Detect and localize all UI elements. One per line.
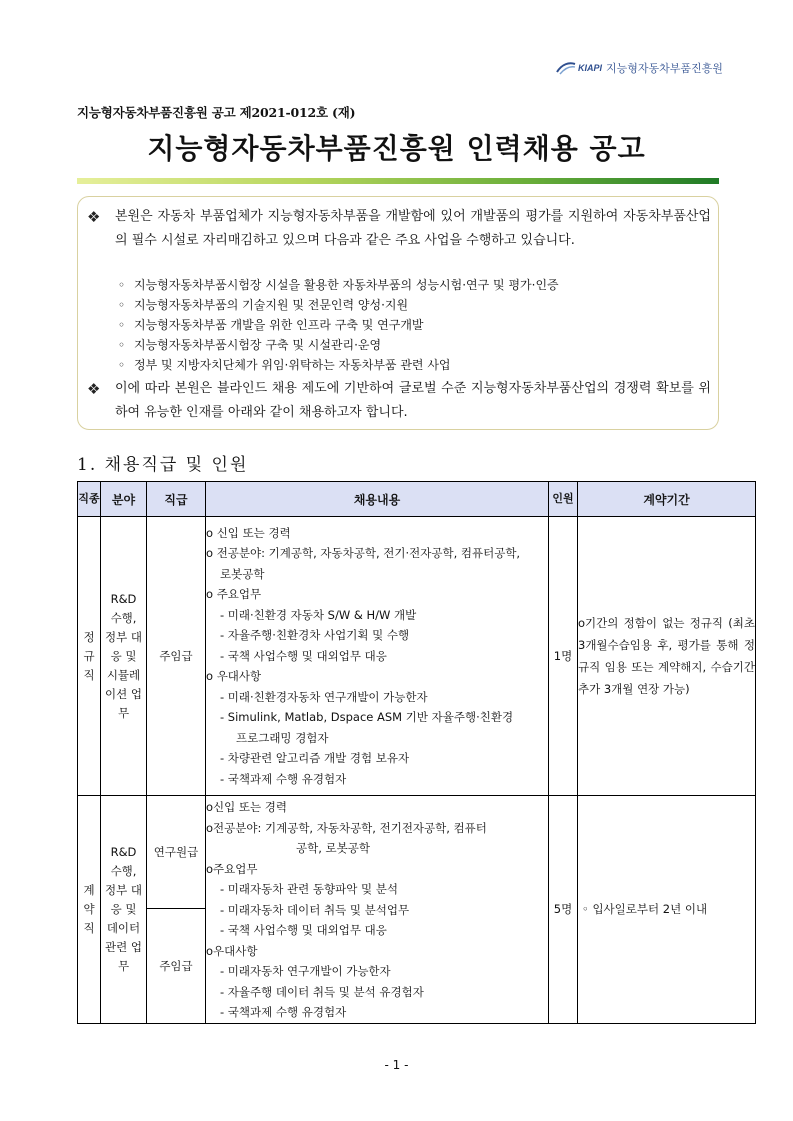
table-row — [78, 796, 756, 909]
page-title: 지능형자동차부품진흥원 인력채용 공고 — [147, 132, 646, 165]
intro-paragraph-1 — [87, 205, 711, 253]
notice-number: 지능형자동차부품진흥원 공고 제2021-012호 (재) — [77, 105, 356, 120]
header-count: 인원 — [549, 482, 578, 517]
list-item: ◦ 지능형자동차부품 개발을 위한 인프라 구축 및 연구개발 — [118, 315, 559, 335]
header-content: 채용내용 — [206, 482, 549, 517]
logo-korean-text: 지능형자동차부품진흥원 — [606, 62, 723, 75]
header-grade: 직급 — [147, 482, 206, 517]
row2-grade-b: 주임급 — [147, 908, 206, 1023]
list-item: ◦ 지능형자동차부품의 기술지원 및 전문인력 양성·지원 — [118, 295, 559, 315]
circle-bullet-icon: ◦ — [118, 278, 126, 292]
circle-bullet-icon: ◦ — [118, 358, 126, 372]
intro-paragraph-1-text: 본원은 자동차 부품업체가 지능형자동차부품을 개발함에 있어 개발품의 평가를 지원하여 자동차부품산업의 필수 시설로 자리매김하고 있으며 다음과 같은 주요 사업을 수행하고 있습니다. — [115, 209, 711, 248]
row2-type: 계약직 — [78, 796, 101, 1024]
diamond-bullet-icon: ❖ — [87, 208, 101, 226]
list-item: ◦ 지능형자동차부품시험장 시설을 활용한 자동차부품의 성능시험·연구 및 평가·인증 — [118, 275, 559, 295]
row2-field: R&D 수행, 정부 대응 및 데이터 관련 업무 — [101, 796, 147, 1024]
logo-english-text: KIAPI — [578, 63, 603, 73]
row2-contract: ◦ 입사일로부터 2년 이내 — [578, 796, 756, 1024]
header-contract: 계약기간 — [578, 482, 756, 517]
header-type: 직종 — [78, 482, 101, 517]
table-row — [78, 517, 756, 796]
row2-count: 5명 — [549, 796, 578, 1024]
circle-bullet-icon: ◦ — [118, 318, 126, 332]
kiapi-logo — [556, 58, 726, 78]
header-field: 분야 — [101, 482, 147, 517]
row1-grade: 주임급 — [147, 517, 206, 796]
intro-paragraph-2-text: 이에 따라 본원은 블라인드 채용 제도에 기반하여 글로벌 수준 지능형자동차부품산업의 경쟁력 확보를 위하여 유능한 인재를 아래와 같이 채용하고자 합니다. — [115, 381, 711, 420]
row2-grade-a: 연구원급 — [147, 796, 206, 909]
section-1-heading: 1. 채용직급 및 인원 — [77, 455, 249, 475]
business-list — [118, 275, 559, 375]
circle-bullet-icon: ◦ — [118, 338, 126, 352]
page-number: - 1 - — [384, 1058, 409, 1072]
intro-box — [77, 196, 719, 430]
recruitment-table — [77, 481, 756, 1024]
title-underline-bar — [77, 178, 719, 184]
row2-content: o신입 또는 경력 o전공분야: 기계공학, 자동차공학, 전기전자공학, 컴퓨터 공학, 로봇공학 o주요업무 - 미래자동차 관련 동향파악 및 분석 - 미래자동차 데이터 취득 및 분석업무 - 국책 사업수행 및 대외업무 대응 o우대사항 - 미래자동차 연구개발이 가능한자 - 자율주행 데이터 취득 및 분석 유경험자 - 국책과제 수행 유경험자 — [206, 796, 549, 1024]
row1-content: o 신입 또는 경력 o 전공분야: 기계공학, 자동차공학, 전기·전자공학, 컴퓨터공학, 로봇공학 o 주요업무 - 미래·친환경 자동차 S/W & H/W 개발 - 자율주행·친환경차 사업기획 및 수행 - 국책 사업수행 및 대외업무 대응 o 우대사항 - 미래·친환경자동차 연구개발이 가능한자 - Simulink, Matlab, Dspace ASM 기반 자율주행·친환경 프로그래밍 경험자 - 차량관련 알고리즘 개발 경험 보유자 - 국책과제 수행 유경험자 — [206, 517, 549, 796]
intro-paragraph-2 — [87, 377, 711, 425]
circle-bullet-icon: ◦ — [118, 298, 126, 312]
row1-count: 1명 — [549, 517, 578, 796]
table-header-row — [78, 482, 756, 517]
row1-contract: o기간의 정함이 없는 정규직 (최초 3개월수습임용 후, 평가를 통해 정규직 임용 또는 계약해지, 수습기간 추가 3개월 연장 가능) — [578, 517, 756, 796]
list-item: ◦ 정부 및 지방자치단체가 위임·위탁하는 자동차부품 관련 사업 — [118, 355, 559, 375]
row1-field: R&D 수행, 정부 대응 및 시뮬레이션 업무 — [101, 517, 147, 796]
diamond-bullet-icon: ❖ — [87, 380, 101, 398]
kiapi-swoosh-icon — [556, 61, 576, 75]
list-item: ◦ 지능형자동차부품시험장 구축 및 시설관리·운영 — [118, 335, 559, 355]
row1-type: 정규직 — [78, 517, 101, 796]
